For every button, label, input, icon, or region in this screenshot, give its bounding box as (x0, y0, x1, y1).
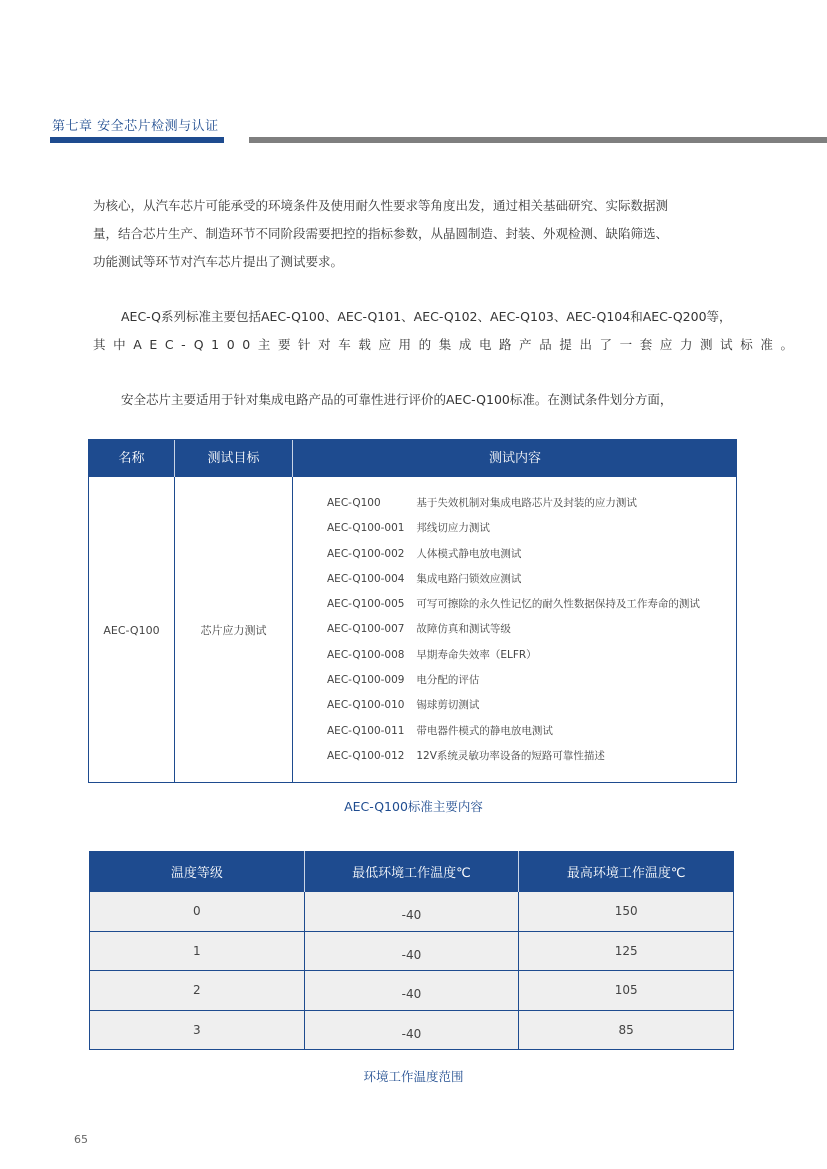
item-code: AEC-Q100-001 (327, 522, 405, 535)
paragraph-line: AEC-Q系列标准主要包括AEC-Q100、AEC-Q101、AEC-Q102、AEC-Q103、AEC-Q104和AEC-Q200等， (121, 309, 732, 324)
item-desc: 基于失效机制对集成电路芯片及封装的应力测试 (416, 497, 637, 509)
item-desc: 故障仿真和测试等级 (416, 623, 511, 636)
cell-min-temp: -40 (304, 971, 519, 1011)
list-item (327, 693, 700, 718)
item-desc: 邦线切应力测试 (416, 522, 490, 535)
cell-test-content (292, 477, 737, 783)
paragraph-line: 功能测试等环节对汽车芯片提出了测试要求。 (93, 254, 344, 269)
header-temp-grade: 温度等级 (90, 852, 305, 892)
table-row (90, 971, 734, 1011)
item-desc: 集成电路闩锁效应测试 (416, 572, 522, 585)
item-code: AEC-Q100-008 (327, 648, 405, 661)
item-code: AEC-Q100-011 (327, 724, 405, 737)
cell-max-temp: 125 (519, 931, 734, 971)
header-divider-bar (249, 137, 827, 143)
list-item (327, 592, 700, 617)
header-min-temp: 最低环境工作温度℃ (304, 852, 519, 892)
list-item (327, 491, 700, 516)
cell-grade: 3 (90, 1010, 305, 1050)
cell-test-target: 芯片应力测试 (174, 477, 292, 783)
item-code: AEC-Q100-007 (327, 623, 405, 636)
page-number: 65 (74, 1133, 88, 1146)
item-desc: 带电器件模式的静电放电测试 (416, 724, 553, 737)
item-desc: 人体模式静电放电测试 (416, 547, 522, 560)
temperature-range-table (89, 851, 734, 1050)
item-code: AEC-Q100-002 (327, 547, 405, 560)
item-code: AEC-Q100-010 (327, 699, 405, 712)
cell-grade: 0 (90, 892, 305, 932)
list-item (327, 617, 700, 642)
paragraph-line: 其中AEC-Q100主要针对车载应用的集成电路产品提出了一套应力测试标准。 (93, 337, 801, 352)
cell-max-temp: 105 (519, 971, 734, 1011)
paragraph-line: 量，结合芯片生产、制造环节不同阶段需要把控的指标参数，从晶圆制造、封装、外观检测、缺陷筛选、 (93, 226, 669, 241)
aec-q100-table (88, 439, 737, 783)
list-item (327, 567, 700, 592)
header-accent-bar (50, 137, 224, 143)
item-desc: 早期寿命失效率（ELFR） (416, 648, 537, 661)
paragraph-line: 安全芯片主要适用于针对集成电路产品的可靠性进行评价的AEC-Q100标准。在测试条件划分方面， (121, 392, 673, 407)
header-test-content: 测试内容 (292, 440, 737, 477)
item-code: AEC-Q100-005 (327, 598, 405, 611)
list-item (327, 643, 700, 668)
list-item (327, 516, 700, 541)
item-code: AEC-Q100 (327, 497, 381, 509)
paragraph-intro (93, 192, 735, 276)
list-item (327, 719, 700, 744)
cell-grade: 2 (90, 971, 305, 1011)
item-code: AEC-Q100-012 (327, 749, 405, 762)
item-desc: 12V系统灵敏功率设备的短路可靠性描述 (416, 749, 605, 762)
item-desc: 电分配的评估 (416, 674, 480, 687)
cell-grade: 1 (90, 931, 305, 971)
cell-max-temp: 85 (519, 1010, 734, 1050)
header-test-target: 测试目标 (174, 440, 292, 477)
table-row (90, 892, 734, 932)
table-header-row (90, 852, 734, 892)
paragraph-aec-series (93, 303, 801, 359)
list-item (327, 744, 700, 769)
cell-max-temp: 150 (519, 892, 734, 932)
item-desc: 可写可擦除的永久性记忆的耐久性数据保持及工作寿命的测试 (416, 598, 700, 611)
table1-caption: AEC-Q100标准主要内容 (344, 799, 483, 814)
cell-min-temp: -40 (304, 892, 519, 932)
paragraph-line: 为核心，从汽车芯片可能承受的环境条件及使用耐久性要求等角度出发，通过相关基础研究、实际数据测 (93, 198, 669, 213)
cell-min-temp: -40 (304, 1010, 519, 1050)
header-max-temp: 最高环境工作温度℃ (519, 852, 734, 892)
header-name: 名称 (118, 451, 145, 466)
cell-min-temp: -40 (304, 931, 519, 971)
list-item (327, 668, 700, 693)
item-code: AEC-Q100-009 (327, 674, 405, 687)
list-item (327, 542, 700, 567)
table-header-row (89, 440, 736, 477)
table-row (90, 931, 734, 971)
chapter-title: 第七章 安全芯片检测与认证 (52, 119, 219, 134)
paragraph-safety-chip (93, 386, 735, 414)
cell-name: AEC-Q100 (103, 623, 160, 637)
table-row (90, 1010, 734, 1050)
item-code: AEC-Q100-004 (327, 572, 405, 585)
item-desc: 锡球剪切测试 (416, 699, 480, 712)
table-body (89, 477, 736, 783)
test-content-list (327, 491, 700, 769)
table2-caption: 环境工作温度范围 (363, 1069, 464, 1084)
